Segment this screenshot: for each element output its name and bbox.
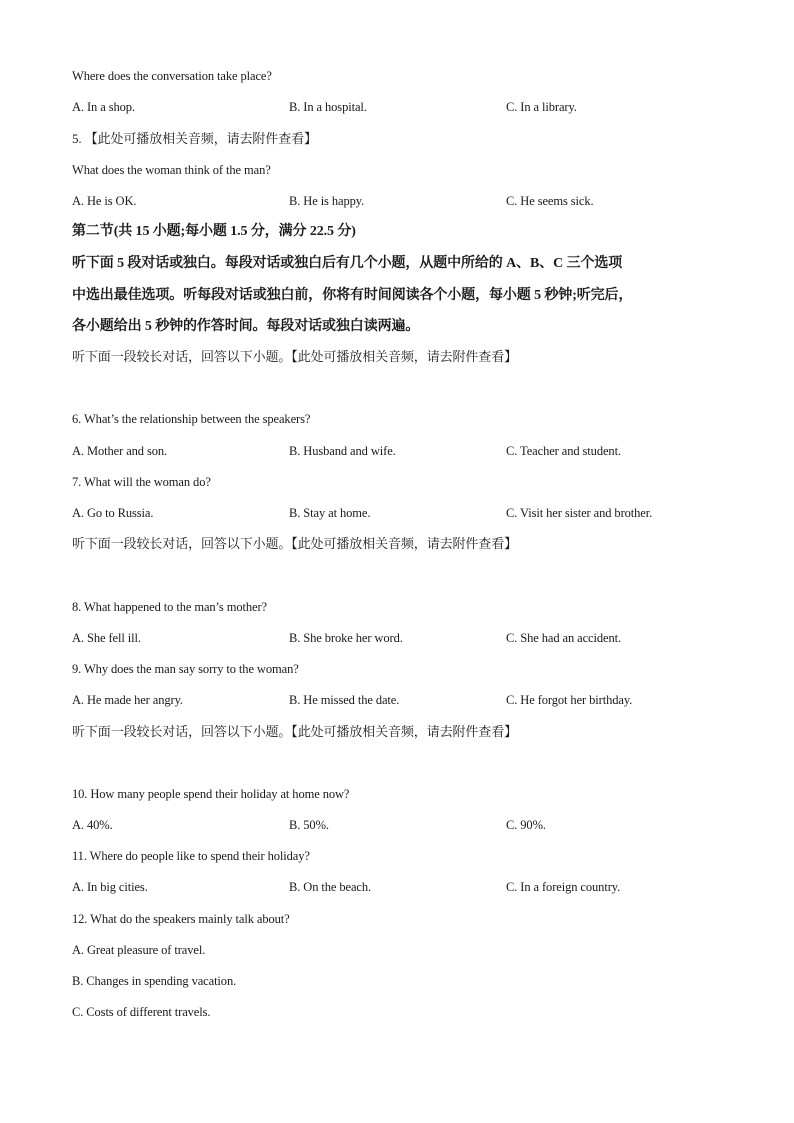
q10-option-a: A. 40%. bbox=[72, 818, 113, 832]
q4-option-b: B. In a hospital. bbox=[289, 100, 367, 114]
q7-option-b: B. Stay at home. bbox=[289, 506, 371, 520]
q11-option-b: B. On the beach. bbox=[289, 880, 372, 894]
q5-audio-note: 5. 【此处可播放相关音频，请去附件查看】 bbox=[72, 131, 317, 146]
q10-option-b: B. 50%. bbox=[289, 818, 329, 832]
q5-option-c: C. He seems sick. bbox=[506, 194, 594, 208]
section2-instruction-2: 中选出最佳选项。听每段对话或独白前，你将有时间阅读各个小题，每小题 5 秒钟;听完后， bbox=[72, 288, 633, 303]
q12-option-b: B. Changes in spending vacation. bbox=[72, 974, 237, 988]
q7-option-a: A. Go to Russia. bbox=[72, 506, 154, 520]
audio-note-2: 听下面一段较长对话，回答以下小题。【此处可播放相关音频，请去附件查看】 bbox=[72, 536, 518, 551]
q10-option-c: C. 90%. bbox=[506, 818, 546, 832]
q5-stem: What does the woman think of the man? bbox=[72, 163, 271, 177]
q11-option-a: A. In big cities. bbox=[72, 880, 148, 894]
q11-stem: 11. Where do people like to spend their holiday? bbox=[72, 849, 310, 863]
q9-option-c: C. He forgot her birthday. bbox=[506, 693, 633, 707]
q8-option-a: A. She fell ill. bbox=[72, 631, 141, 645]
q11-option-c: C. In a foreign country. bbox=[506, 880, 621, 894]
q4-stem: Where does the conversation take place? bbox=[72, 69, 272, 83]
section2-title: 第二节(共 15 小题;每小题 1.5 分，满分 22.5 分) bbox=[72, 224, 356, 239]
audio-note-3: 听下面一段较长对话，回答以下小题。【此处可播放相关音频，请去附件查看】 bbox=[72, 724, 518, 739]
q7-option-c: C. Visit her sister and brother. bbox=[506, 506, 653, 520]
audio-note-1: 听下面一段较长对话，回答以下小题。【此处可播放相关音频，请去附件查看】 bbox=[72, 349, 518, 364]
q6-option-c: C. Teacher and student. bbox=[506, 444, 621, 458]
q12-stem: 12. What do the speakers mainly talk about? bbox=[72, 912, 290, 926]
q8-option-c: C. She had an accident. bbox=[506, 631, 622, 645]
q12-option-a: A. Great pleasure of travel. bbox=[72, 943, 206, 957]
q10-stem: 10. How many people spend their holiday at home now? bbox=[72, 787, 350, 801]
q6-stem: 6. What’s the relationship between the speakers? bbox=[72, 412, 311, 426]
q4-option-c: C. In a library. bbox=[506, 100, 577, 114]
q5-option-a: A. He is OK. bbox=[72, 194, 137, 208]
q8-option-b: B. She broke her word. bbox=[289, 631, 403, 645]
q5-option-b: B. He is happy. bbox=[289, 194, 365, 208]
q9-stem: 9. Why does the man say sorry to the woman? bbox=[72, 662, 299, 676]
q9-option-a: A. He made her angry. bbox=[72, 693, 183, 707]
q4-option-a: A. In a shop. bbox=[72, 100, 135, 114]
section2-instruction-3: 各小题给出 5 秒钟的作答时间。每段对话或独白读两遍。 bbox=[72, 319, 420, 334]
q12-option-c: C. Costs of different travels. bbox=[72, 1005, 211, 1019]
q9-option-b: B. He missed the date. bbox=[289, 693, 400, 707]
q6-option-a: A. Mother and son. bbox=[72, 444, 168, 458]
q8-stem: 8. What happened to the man’s mother? bbox=[72, 600, 267, 614]
q6-option-b: B. Husband and wife. bbox=[289, 444, 396, 458]
section2-instruction-1: 听下面 5 段对话或独白。每段对话或独白后有几个小题，从题中所给的 A、B、C 三个选项 bbox=[72, 256, 623, 271]
q7-stem: 7. What will the woman do? bbox=[72, 475, 211, 489]
